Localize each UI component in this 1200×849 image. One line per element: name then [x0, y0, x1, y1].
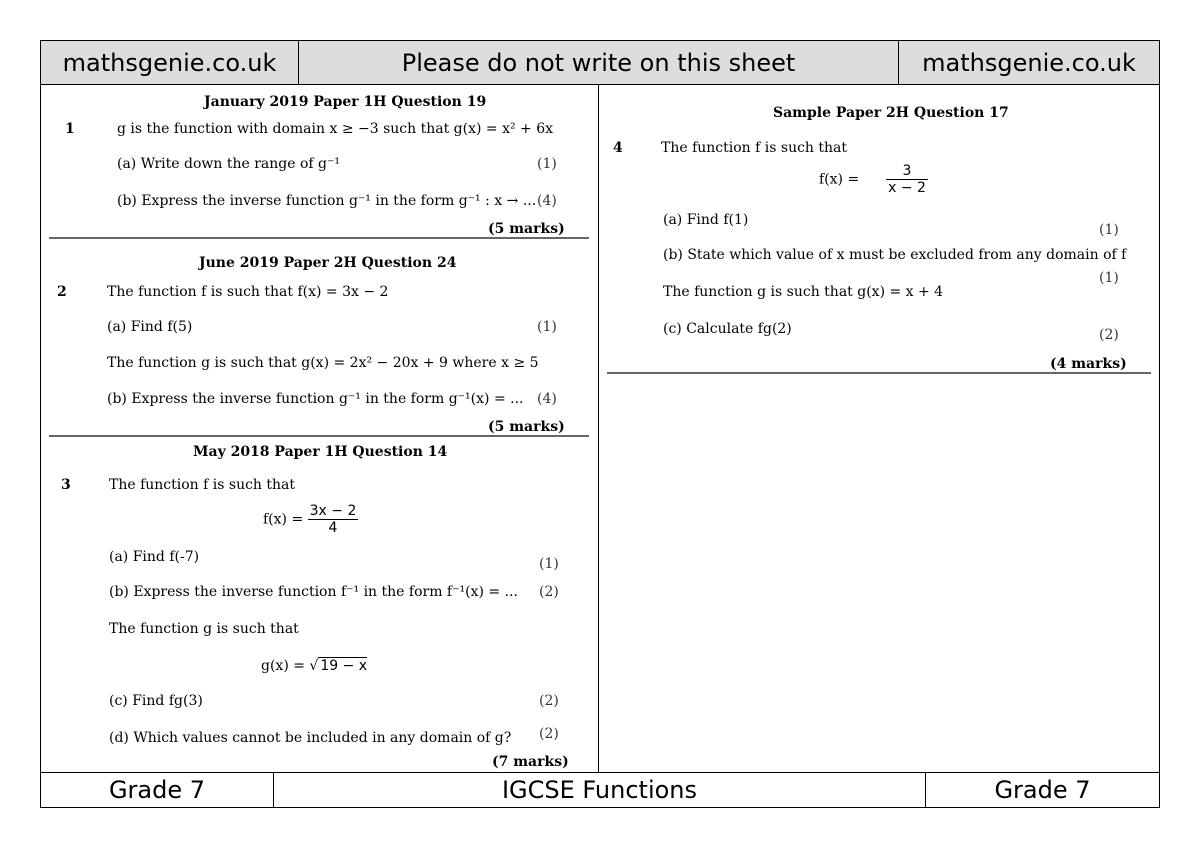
q4-f-denominator: x − 2: [888, 180, 926, 196]
footer-grade-left: Grade 7: [41, 773, 274, 807]
q1-stem: g is the function with domain x ≥ −3 such that g(x) = x² + 6x: [117, 121, 554, 137]
q4-f-numerator: 3: [886, 163, 928, 180]
q3-f-numerator: 3x − 2: [309, 503, 357, 519]
q4-part-a: (a) Find f(1): [663, 212, 749, 228]
q2-part-b-marks: (4): [537, 391, 557, 407]
q3-part-d: (d) Which values cannot be included in any domain of g?: [109, 730, 512, 746]
q3-f-lhs: f(x) =: [263, 511, 304, 528]
q2-total-marks: (5 marks): [488, 419, 565, 435]
footer-grade-right: Grade 7: [994, 776, 1091, 804]
q3-part-b-marks: (2): [539, 584, 559, 600]
q2-part-b: (b) Express the inverse function g⁻¹ in the form g⁻¹(x) = ...: [107, 391, 524, 407]
q3-g-radicand: 19 − x: [320, 658, 368, 674]
q3-f-denominator: 4: [328, 520, 338, 536]
q1-title: January 2019 Paper 1H Question 19: [204, 94, 487, 110]
q2-part-a: (a) Find f(5): [107, 319, 193, 335]
q3-part-d-marks: (2): [539, 726, 559, 742]
q4-divider: [607, 372, 1151, 374]
q1-part-b: (b) Express the inverse function g⁻¹ in the form g⁻¹ : x → ...: [117, 193, 537, 209]
q3-number: 3: [61, 477, 71, 493]
q1-part-b-marks: (4): [537, 193, 557, 209]
q3-part-c-marks: (2): [539, 693, 559, 709]
footer-topic: IGCSE Functions: [274, 773, 926, 807]
q4-stem: The function f is such that: [661, 140, 848, 156]
q1-part-a: (a) Write down the range of g⁻¹: [117, 156, 341, 172]
q3-g-formula: [261, 658, 367, 674]
q2-title: June 2019 Paper 2H Question 24: [199, 255, 457, 271]
footer-bar: [41, 772, 1159, 807]
q3-part-b: (b) Express the inverse function f⁻¹ in the form f⁻¹(x) = ...: [109, 584, 518, 600]
q3-total-marks: (7 marks): [492, 754, 569, 770]
q1-part-a-marks: (1): [537, 156, 557, 172]
q3-f-fraction: [308, 503, 359, 536]
q2-number: 2: [57, 284, 67, 300]
q3-stem: The function f is such that: [109, 477, 296, 493]
q2-stem: The function f is such that f(x) = 3x − 2: [107, 284, 389, 300]
q3-part-a: (a) Find f(-7): [109, 549, 200, 565]
q4-total-marks: (4 marks): [1050, 356, 1127, 372]
q3-g-lhs: g(x) = √: [261, 658, 319, 674]
q4-part-c: (c) Calculate fg(2): [663, 321, 792, 337]
header-right-site: mathsgenie.co.uk: [922, 48, 1136, 77]
q3-f-formula: [263, 503, 358, 536]
q3-g-stem: The function g is such that: [109, 621, 299, 637]
column-divider: [598, 85, 599, 774]
q2-part-a-marks: (1): [537, 319, 557, 335]
q3-part-a-marks: (1): [539, 556, 559, 572]
q2-divider: [49, 435, 589, 437]
q4-title: Sample Paper 2H Question 17: [773, 105, 1009, 121]
q1-divider: [49, 237, 589, 239]
header-left-site: mathsgenie.co.uk: [41, 41, 299, 84]
q4-part-b: (b) State which value of x must be excluded from any domain of f: [663, 247, 1127, 263]
q4-g-definition: The function g is such that g(x) = x + 4: [663, 284, 944, 300]
q3-part-c: (c) Find fg(3): [109, 693, 203, 709]
q4-part-a-marks: (1): [1099, 222, 1119, 238]
q4-f-formula: [819, 163, 928, 196]
q3-title: May 2018 Paper 1H Question 14: [193, 444, 448, 460]
q4-f-lhs: f(x) =: [819, 171, 860, 188]
worksheet: [40, 40, 1160, 808]
q4-part-c-marks: (2): [1099, 327, 1119, 343]
header-bar: [41, 41, 1159, 85]
q4-number: 4: [613, 140, 623, 156]
q1-number: 1: [65, 121, 75, 137]
header-notice: Please do not write on this sheet: [299, 41, 899, 84]
q1-total-marks: (5 marks): [488, 221, 565, 237]
q4-part-b-marks: (1): [1099, 270, 1119, 286]
q2-g-definition: The function g is such that g(x) = 2x² − 20x + 9 where x ≥ 5: [107, 355, 539, 371]
q4-f-fraction: [886, 163, 928, 196]
